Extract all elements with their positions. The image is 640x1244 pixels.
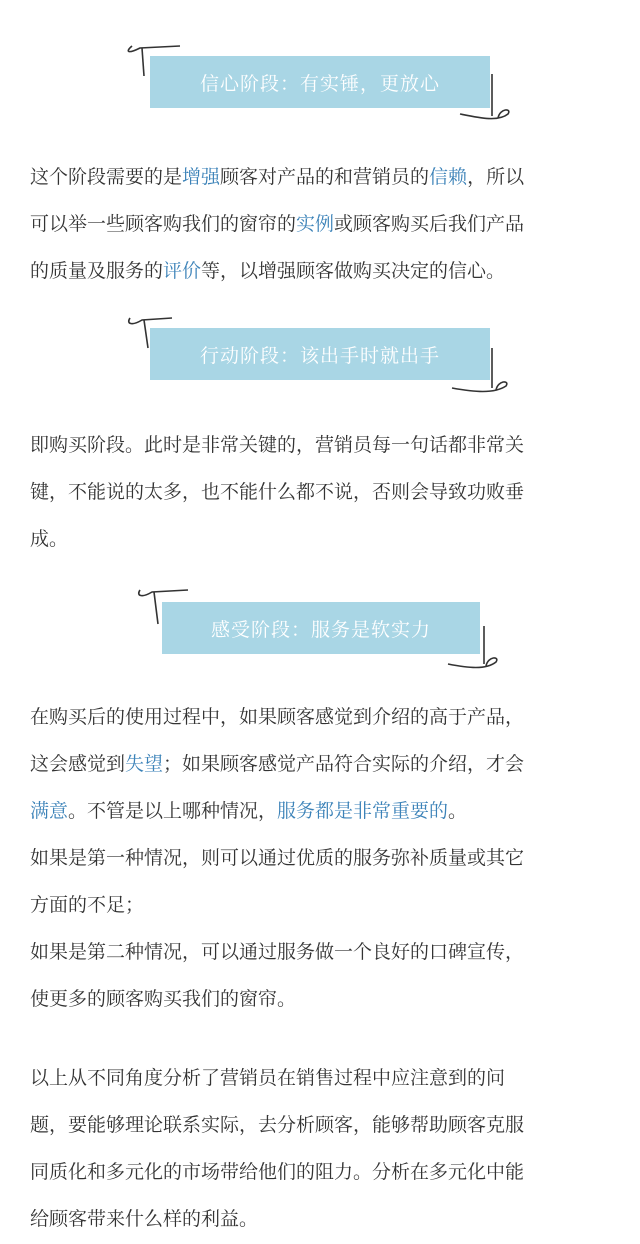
paragraph-action: [30, 422, 612, 563]
paragraph-conclusion: [30, 1055, 612, 1243]
section-header-label: 感受阶段：服务是软实力: [162, 602, 480, 654]
highlight-text: 评价: [163, 260, 202, 282]
paragraph-confidence: [30, 154, 612, 295]
text-line: 可以举一些顾客购我们的窗帘的实例或顾客购买后我们产品: [30, 213, 525, 235]
highlight-text: 实例: [296, 213, 335, 235]
section-header-action: [122, 308, 522, 398]
section-header-label: 行动阶段：该出手时就出手: [150, 328, 490, 380]
text-line: 以上从不同角度分析了营销员在销售过程中应注意到的问: [30, 1067, 506, 1089]
text-line: 题，要能够理论联系实际，去分析顾客，能够帮助顾客克服: [30, 1114, 525, 1136]
section-header-confidence: [120, 38, 520, 128]
text-line: 即购买阶段。此时是非常关键的，营销员每一句话都非常关: [30, 434, 525, 456]
highlight-text: 增强: [182, 166, 221, 188]
text-line: 的质量及服务的评价等，以增强顾客做购买决定的信心。: [30, 260, 506, 282]
paragraph-experience: [30, 694, 612, 1023]
highlight-text: 服务都是非常重要的: [277, 800, 449, 822]
highlight-text: 失望: [125, 753, 164, 775]
section-header-experience: [132, 580, 532, 670]
text-line: 如果是第二种情况，可以通过服务做一个良好的口碑宣传，: [30, 941, 525, 963]
section-header-label: 信心阶段：有实锤，更放心: [150, 56, 490, 108]
highlight-text: 信赖: [429, 166, 468, 188]
text-line: 方面的不足；: [30, 894, 145, 916]
text-line: 满意。不管是以上哪种情况，服务都是非常重要的。: [30, 800, 468, 822]
text-line: 键，不能说的太多，也不能什么都不说，否则会导致功败垂: [30, 481, 525, 503]
text-line: 同质化和多元化的市场带给他们的阻力。分析在多元化中能: [30, 1161, 525, 1183]
text-line: 使更多的顾客购买我们的窗帘。: [30, 988, 297, 1010]
highlight-text: 满意: [30, 800, 69, 822]
text-line: 如果是第一种情况，则可以通过优质的服务弥补质量或其它: [30, 847, 525, 869]
text-line: 这会感觉到失望；如果顾客感觉产品符合实际的介绍，才会: [30, 753, 525, 775]
text-line: 给顾客带来什么样的利益。: [30, 1208, 259, 1230]
text-line: 成。: [30, 528, 69, 550]
text-line: 这个阶段需要的是增强顾客对产品的和营销员的信赖，所以: [30, 166, 525, 188]
text-line: 在购买后的使用过程中，如果顾客感觉到介绍的高于产品，: [30, 706, 525, 728]
